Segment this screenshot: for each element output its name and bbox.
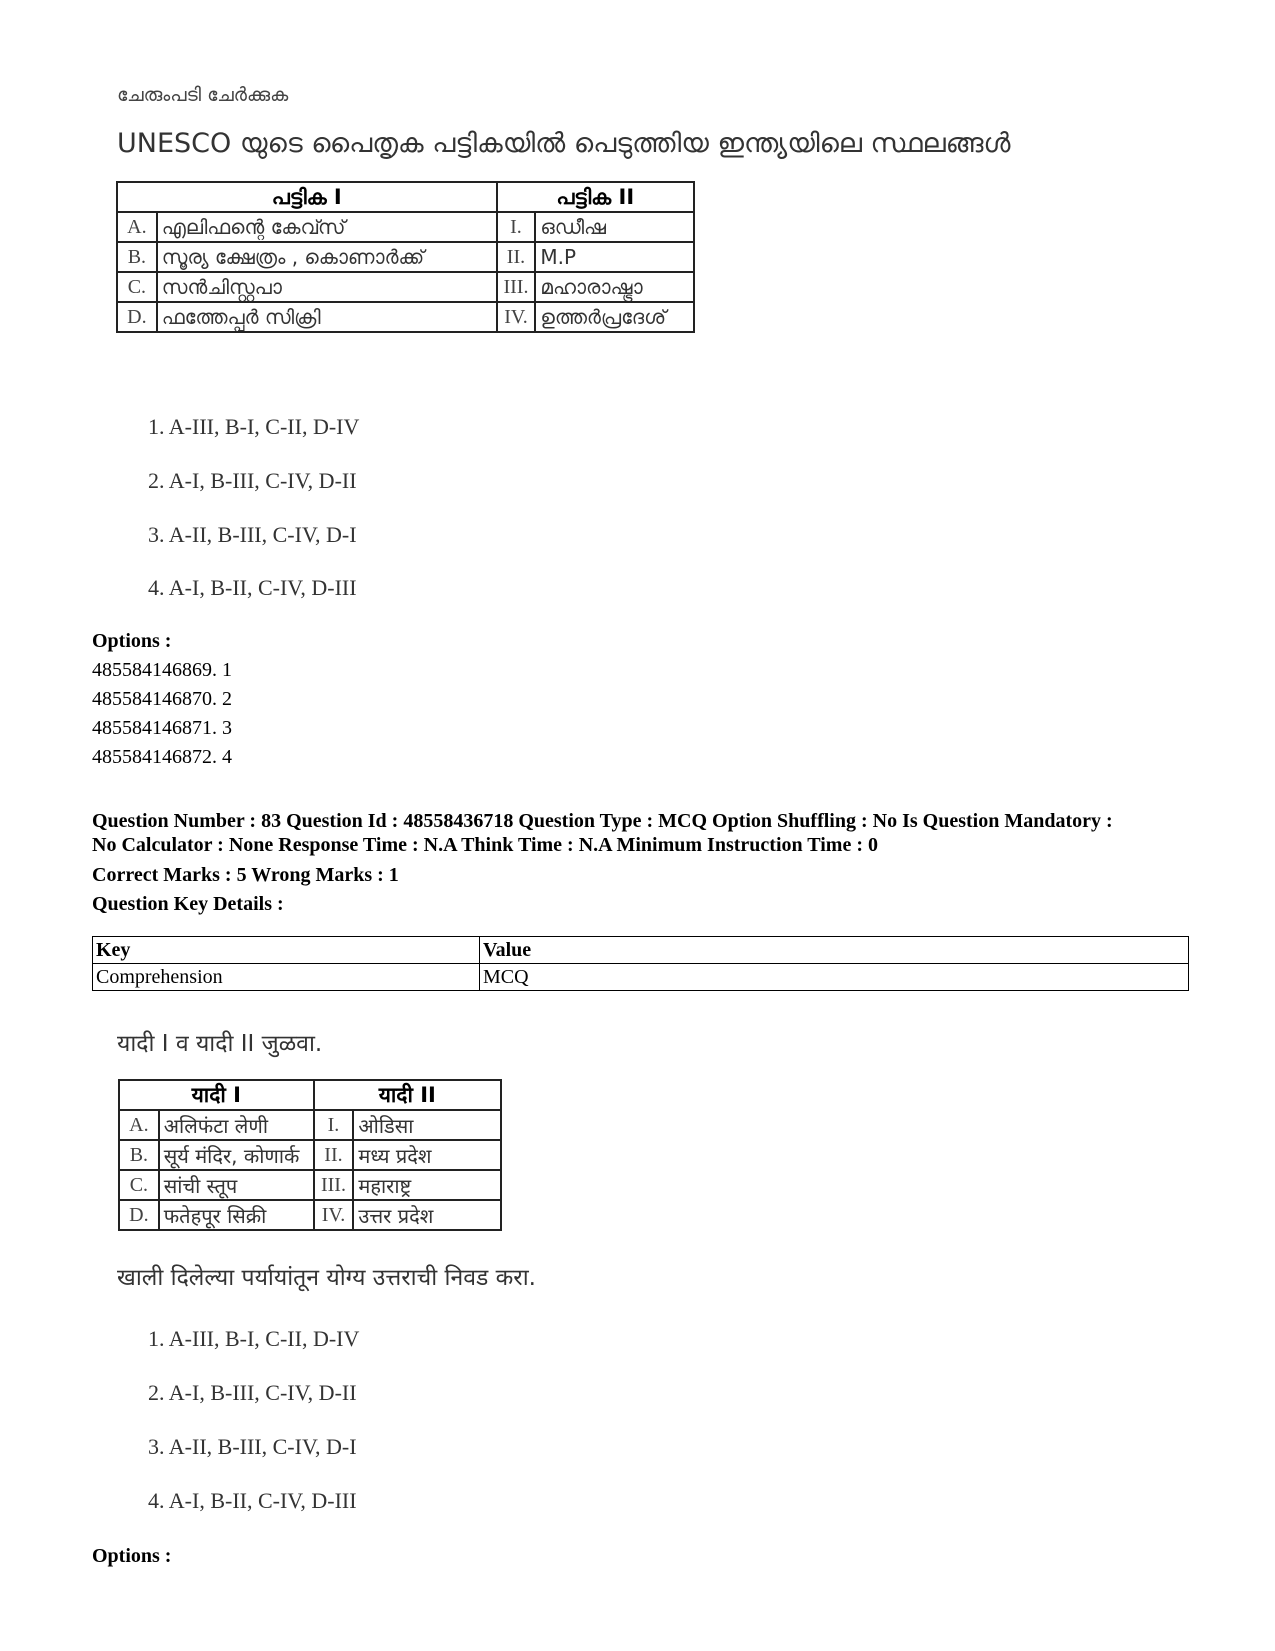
- option-id-3: 485584146871. 3: [92, 717, 232, 739]
- question-meta-line-1: Question Number : 83 Question Id : 48558436718 Question Type : MCQ Option Shuffling : No Is Question Mandatory :: [92, 810, 1113, 832]
- table-header-list-2: പട്ടിക II: [497, 182, 695, 212]
- row-label: I.: [497, 212, 536, 242]
- table-row: [117, 272, 694, 302]
- row-item: മഹാരാഷ്ട്രാ: [535, 272, 694, 302]
- row-label: D.: [119, 1200, 159, 1230]
- row-item: ഫത്തേപ്പൂർ സിക്രി: [157, 302, 497, 332]
- question-meta-line-2: No Calculator : None Response Time : N.A Think Time : N.A Minimum Instruction Time : 0: [92, 834, 878, 856]
- row-label: B.: [117, 242, 157, 272]
- table-row: [117, 302, 694, 332]
- table-row: [119, 1170, 501, 1200]
- row-label: D.: [117, 302, 157, 332]
- row-item: M.P: [535, 242, 694, 272]
- row-label: A.: [119, 1110, 159, 1140]
- row-item: महाराष्ट्र: [353, 1170, 501, 1200]
- row-label: III.: [497, 272, 536, 302]
- row-item: ഒഡീഷ: [535, 212, 694, 242]
- answer-choice-3: 3. A-II, B-III, C-IV, D-I: [148, 522, 357, 547]
- answer-choice-3: 3. A-II, B-III, C-IV, D-I: [148, 1434, 357, 1459]
- match-table-malayalam: [116, 181, 695, 333]
- row-item: अलिफंटा लेणी: [159, 1110, 314, 1140]
- table-row: [117, 212, 694, 242]
- row-label: B.: [119, 1140, 159, 1170]
- option-id-2: 485584146870. 2: [92, 688, 232, 710]
- row-item: फतेहपूर सिक्री: [159, 1200, 314, 1230]
- value-header: Value: [480, 937, 1189, 964]
- answer-choice-2: 2. A-I, B-III, C-IV, D-II: [148, 1380, 357, 1405]
- row-item: सूर्य मंदिर, कोणार्क: [159, 1140, 314, 1170]
- row-label: IV.: [497, 302, 536, 332]
- question-marks: Correct Marks : 5 Wrong Marks : 1: [92, 864, 399, 886]
- answer-choice-2: 2. A-I, B-III, C-IV, D-II: [148, 468, 357, 493]
- key-cell: Comprehension: [93, 964, 480, 991]
- row-item: സൂര്യ ക്ഷേത്രം , കൊണാർക്ക്: [157, 242, 497, 272]
- row-item: എലിഫന്റെ കേവ്സ്: [157, 212, 497, 242]
- question-instruction: यादी I व यादी II जुळवा.: [117, 1031, 323, 1057]
- table-header-list-1: പട്ടിക I: [117, 182, 497, 212]
- option-id-1: 485584146869. 1: [92, 659, 232, 681]
- row-item: ഉത്തർപ്രദേശ്: [535, 302, 694, 332]
- row-item: സൻചിസ്റ്റൂപാ: [157, 272, 497, 302]
- table-header-list-2: यादी II: [314, 1080, 501, 1110]
- row-label: II.: [497, 242, 536, 272]
- row-label: A.: [117, 212, 157, 242]
- row-label: I.: [314, 1110, 354, 1140]
- answer-choice-1: 1. A-III, B-I, C-II, D-IV: [148, 1326, 360, 1351]
- options-label: Options :: [92, 1545, 172, 1567]
- answer-choice-4: 4. A-I, B-II, C-IV, D-III: [148, 1488, 357, 1513]
- value-cell: MCQ: [480, 964, 1189, 991]
- row-label: C.: [117, 272, 157, 302]
- row-item: ओडिसा: [353, 1110, 501, 1140]
- row-item: सांची स्तूप: [159, 1170, 314, 1200]
- options-label: Options :: [92, 630, 172, 652]
- table-row: [93, 964, 1189, 991]
- row-label: IV.: [314, 1200, 354, 1230]
- row-label: C.: [119, 1170, 159, 1200]
- table-row: [119, 1140, 501, 1170]
- question-subinstruction: खाली दिलेल्या पर्यायांतून योग्य उत्तराची निवड करा.: [117, 1265, 536, 1291]
- answer-choice-4: 4. A-I, B-II, C-IV, D-III: [148, 575, 357, 600]
- table-row: [119, 1200, 501, 1230]
- question-key-details-label: Question Key Details :: [92, 893, 284, 915]
- row-item: मध्य प्रदेश: [353, 1140, 501, 1170]
- table-header-list-1: यादी I: [119, 1080, 314, 1110]
- answer-choice-1: 1. A-III, B-I, C-II, D-IV: [148, 414, 360, 439]
- row-item: उत्तर प्रदेश: [353, 1200, 501, 1230]
- question-title: UNESCO യുടെ പൈതൃക പട്ടികയിൽ പെടുത്തിയ ഇന്ത്യയിലെ സ്ഥലങ്ങൾ: [117, 128, 1011, 159]
- table-row: [119, 1110, 501, 1140]
- question-instruction: ചേരുംപടി ചേർക്കുക: [117, 84, 289, 106]
- key-header: Key: [93, 937, 480, 964]
- question-key-table: [92, 936, 1189, 991]
- row-label: II.: [314, 1140, 354, 1170]
- row-label: III.: [314, 1170, 354, 1200]
- match-table-marathi: [118, 1079, 502, 1231]
- option-id-4: 485584146872. 4: [92, 746, 232, 768]
- table-row: [117, 242, 694, 272]
